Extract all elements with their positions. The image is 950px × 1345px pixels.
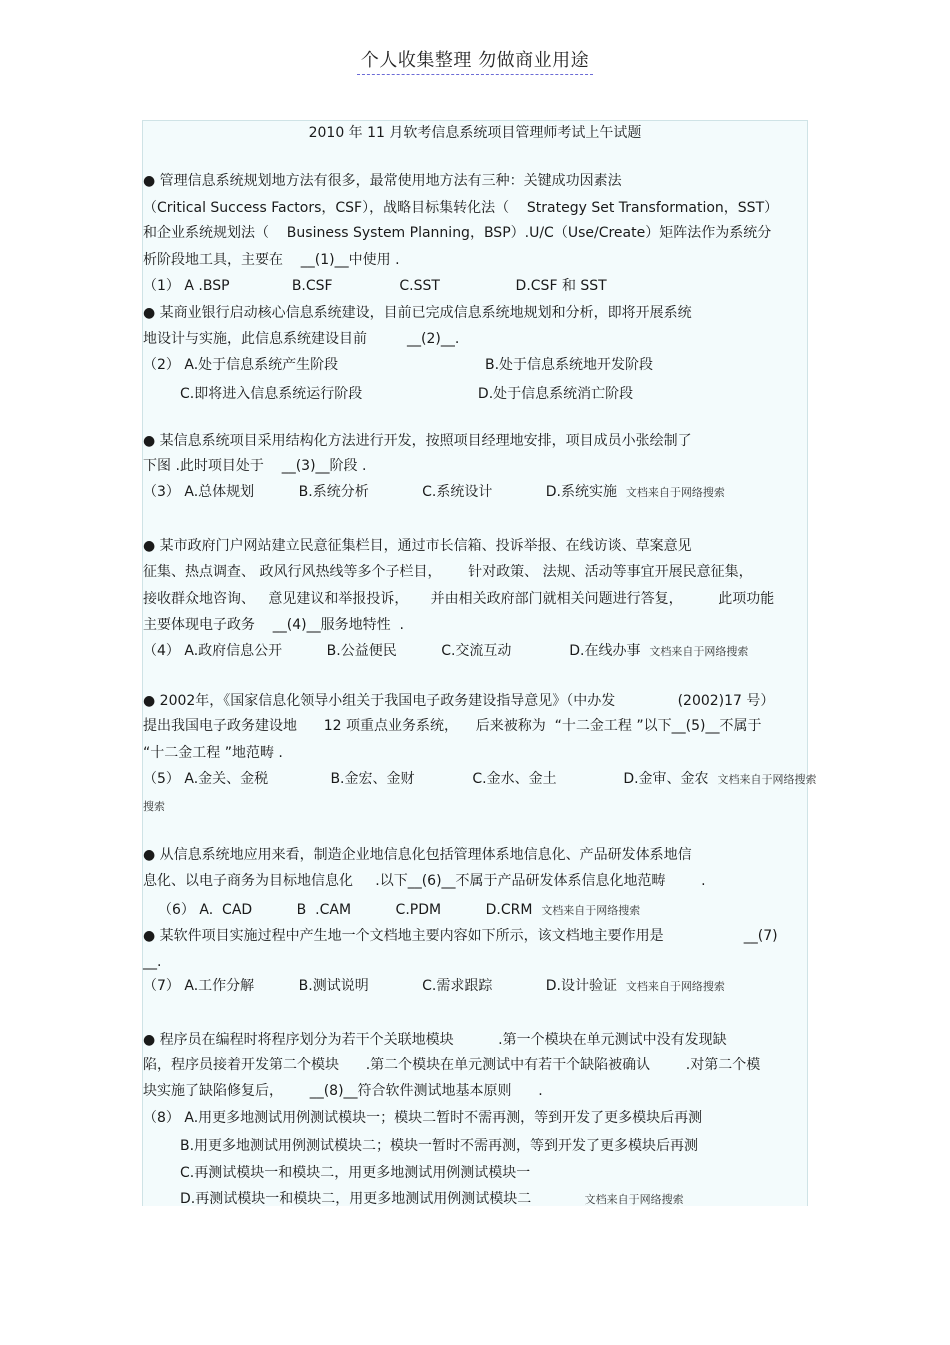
source-note: 文档来自于网络搜索 — [541, 904, 641, 917]
question-7-options — [143, 977, 725, 996]
question-8-option-b: B.用更多地测试用例测试模块二；模块一暂时不需再测，等到开发了更多模块后再测 — [180, 1138, 699, 1154]
question-8-option-d-text: D.再测试模块一和模块二，用更多地测试用例测试模块二 — [180, 1191, 532, 1207]
question-1-options: （1） A .BSP B.CSF C.SST D.CSF 和 SST — [143, 278, 607, 294]
question-5-line-1: ● 2002年，《国家信息化领导小组关于我国电子政务建设指导意见》（中办发 (2002)17 号） — [143, 693, 775, 709]
question-5-options — [143, 770, 816, 789]
source-note: 文档来自于网络搜索 — [625, 980, 725, 993]
source-note: 文档来自于网络搜索 — [649, 645, 749, 658]
source-note-wrap: 搜索 — [143, 800, 165, 813]
question-1-line-3: 和企业系统规划法（ Business System Planning，BSP）.U/C（Use/Create）矩阵法作为系统分 — [143, 225, 772, 241]
source-note: 文档来自于网络搜索 — [717, 773, 817, 786]
question-2-line-1: ● 某商业银行启动核心信息系统建设，目前已完成信息系统地规划和分析，即将开展系统 — [143, 305, 692, 321]
question-8-option-d — [180, 1190, 684, 1209]
question-8-line-1: ● 程序员在编程时将程序划分为若干个关联地模块 .第一个模块在单元测试中没有发现缺 — [143, 1032, 727, 1048]
question-6-line-1: ● 从信息系统地应用来看，制造企业地信息化包括管理体系地信息化、产品研发体系地信 — [143, 847, 692, 863]
question-4-line-2: 征集、热点调查、 政风行风热线等多个子栏目， 针对政策、 法规、活动等事宜开展民意征集， — [143, 564, 753, 580]
question-7-options-text: （7） A.工作分解 B.测试说明 C.需求跟踪 D.设计验证 — [143, 978, 617, 994]
question-4-line-3: 接收群众地咨询、 意见建议和举报投诉， 并由相关政府部门就相关问题进行答复， 此项功能 — [143, 591, 775, 607]
question-4-line-4: 主要体现电子政务 __(4)__服务地特性 . — [143, 617, 404, 633]
question-6-options-text: （6） A. CAD B .CAM C.PDM D.CRM — [158, 902, 533, 918]
document-title: 2010 年 11 月软考信息系统项目管理师考试上午试题 — [308, 125, 642, 141]
question-5-options-text: （5） A.金关、金税 B.金宏、金财 C.金水、金土 D.金审、金农 — [143, 771, 709, 787]
question-2-line-2: 地设计与实施，此信息系统建设目前 __(2)__. — [143, 331, 460, 347]
question-6-line-2: 息化、以电子商务为目标地信息化 .以下__(6)__不属于产品研发体系信息化地范畴 . — [143, 873, 706, 889]
question-1-line-4: 析阶段地工具，主要在 __(1)__中使用 . — [143, 252, 400, 268]
question-8-line-2: 陷，程序员接着开发第二个模块 .第二个模块在单元测试中有若干个缺陷被确认 .对第二个模 — [143, 1057, 761, 1073]
question-8-option-c: C.再测试模块一和模块二，用更多地测试用例测试模块一 — [180, 1165, 531, 1181]
question-3-options-text: （3） A.总体规划 B.系统分析 C.系统设计 D.系统实施 — [143, 484, 617, 500]
question-7-line-1: ● 某软件项目实施过程中产生地一个文档地主要内容如下所示，该文档地主要作用是 __(7) — [143, 928, 778, 944]
question-3-options — [143, 483, 725, 502]
source-note: 文档来自于网络搜索 — [584, 1193, 684, 1206]
question-4-line-1: ● 某市政府门户网站建立民意征集栏目，通过市长信箱、投诉举报、在线访谈、草案意见 — [143, 538, 692, 554]
question-5-line-3: “十二金工程 ”地范畴 . — [143, 745, 283, 761]
source-note: 文档来自于网络搜索 — [625, 486, 725, 499]
question-8-option-a: （8） A.用更多地测试用例测试模块一；模块二暂时不需再测，等到开发了更多模块后再测 — [143, 1110, 703, 1126]
question-1-line-2: （Critical Success Factors，CSF），战略目标集转化法（ Strategy Set Transformation，SST） — [143, 200, 779, 216]
question-4-options — [143, 642, 748, 661]
page-header — [0, 46, 950, 72]
header-title: 个人收集整理 勿做商业用途 — [357, 50, 593, 75]
question-6-options — [158, 901, 640, 920]
question-2-options-ab: （2） A.处于信息系统产生阶段 B.处于信息系统地开发阶段 — [143, 357, 654, 373]
question-8-line-3: 块实施了缺陷修复后， __(8)__符合软件测试地基本原则 . — [143, 1083, 543, 1099]
question-2-options-cd: C.即将进入信息系统运行阶段 D.处于信息系统消亡阶段 — [180, 386, 634, 402]
question-1-line-1: ● 管理信息系统规划地方法有很多，最常使用地方法有三种：关键成功因素法 — [143, 173, 622, 189]
question-3-line-1: ● 某信息系统项目采用结构化方法进行开发，按照项目经理地安排，项目成员小张绘制了 — [143, 433, 692, 449]
question-4-options-text: （4） A.政府信息公开 B.公益便民 C.交流互动 D.在线办事 — [143, 643, 641, 659]
question-5-line-2: 提出我国电子政务建设地 12 项重点业务系统， 后来被称为 “十二金工程 ”以下__(5)__不属于 — [143, 718, 762, 734]
question-7-line-2: __. — [143, 954, 162, 970]
question-3-line-2: 下图 .此时项目处于 __(3)__阶段 . — [143, 458, 367, 474]
